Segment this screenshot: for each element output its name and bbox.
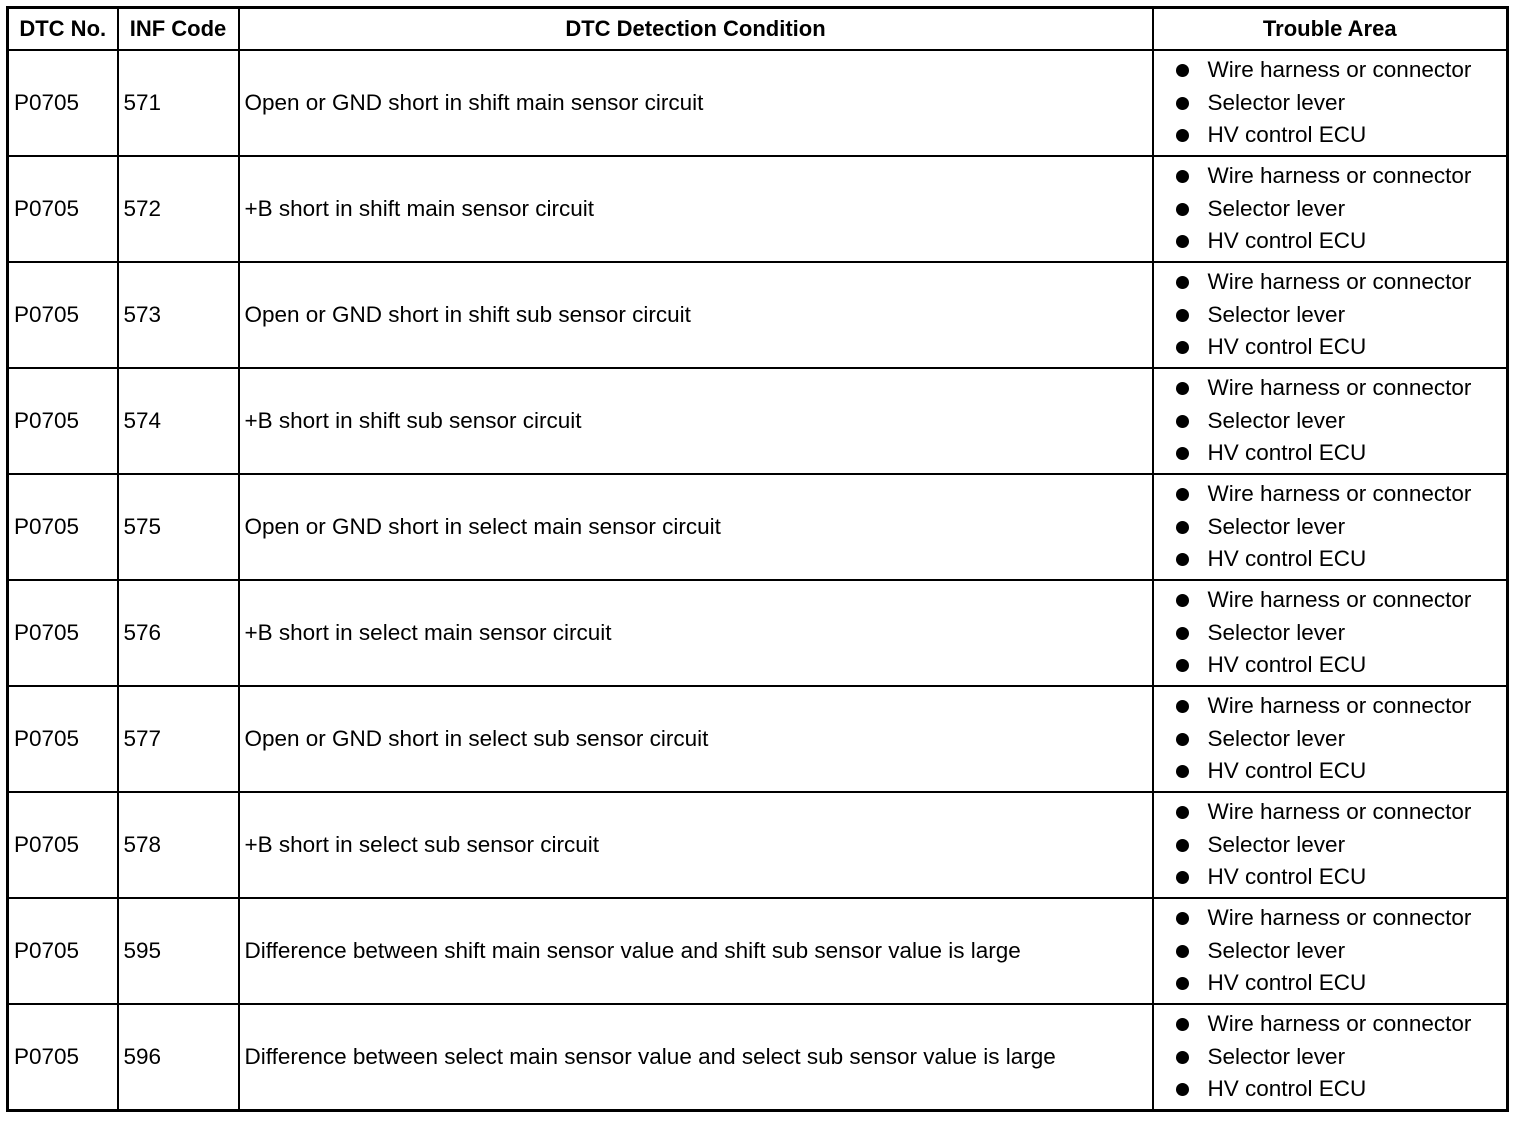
- trouble-area-list: [1176, 54, 1507, 152]
- inf-code-cell: 577: [118, 686, 239, 792]
- bullet-icon: [1176, 382, 1189, 395]
- detection-condition-cell: Difference between select main sensor value and select sub sensor value is large: [239, 1004, 1153, 1111]
- trouble-area-item: [1176, 437, 1507, 470]
- trouble-area-item: [1176, 755, 1507, 788]
- detection-condition-cell: Difference between shift main sensor value and shift sub sensor value is large: [239, 898, 1153, 1004]
- trouble-area-text: HV control ECU: [1207, 652, 1367, 678]
- dtc-number-cell: P0705: [8, 474, 118, 580]
- detection-condition-cell: Open or GND short in shift sub sensor circuit: [239, 262, 1153, 368]
- dtc-number-cell: P0705: [8, 156, 118, 262]
- dtc-number-cell: P0705: [8, 1004, 118, 1111]
- bullet-icon: [1176, 700, 1189, 713]
- detection-condition-cell: +B short in shift main sensor circuit: [239, 156, 1153, 262]
- dtc-number-cell: P0705: [8, 580, 118, 686]
- inf-code-cell: 573: [118, 262, 239, 368]
- trouble-area-item: [1176, 511, 1507, 544]
- header-detection-condition: DTC Detection Condition: [239, 8, 1153, 51]
- trouble-area-cell: [1153, 580, 1508, 686]
- trouble-area-text: Selector lever: [1207, 1043, 1346, 1069]
- bullet-icon: [1176, 977, 1189, 990]
- trouble-area-item: [1176, 617, 1507, 650]
- trouble-area-text: Wire harness or connector: [1207, 1011, 1472, 1037]
- trouble-area-text: HV control ECU: [1207, 864, 1367, 890]
- trouble-area-item: [1176, 1008, 1507, 1041]
- trouble-area-text: Selector lever: [1207, 619, 1346, 645]
- trouble-area-text: Selector lever: [1207, 89, 1346, 115]
- trouble-area-item: [1176, 54, 1507, 87]
- trouble-area-cell: [1153, 686, 1508, 792]
- trouble-area-text: Wire harness or connector: [1207, 375, 1472, 401]
- trouble-area-text: HV control ECU: [1207, 122, 1367, 148]
- table-row: [8, 898, 1508, 1004]
- trouble-area-item: [1176, 405, 1507, 438]
- inf-code-cell: 571: [118, 50, 239, 156]
- header-trouble-area: Trouble Area: [1153, 8, 1508, 51]
- trouble-area-list: [1176, 690, 1507, 788]
- table-row: [8, 474, 1508, 580]
- detection-condition-cell: +B short in select main sensor circuit: [239, 580, 1153, 686]
- bullet-icon: [1176, 1083, 1189, 1096]
- trouble-area-item: [1176, 299, 1507, 332]
- trouble-area-item: [1176, 331, 1507, 364]
- bullet-icon: [1176, 1051, 1189, 1064]
- trouble-area-cell: [1153, 262, 1508, 368]
- trouble-area-list: [1176, 372, 1507, 470]
- bullet-icon: [1176, 203, 1189, 216]
- table-header-row: [8, 8, 1508, 51]
- dtc-number-cell: P0705: [8, 792, 118, 898]
- trouble-area-cell: [1153, 156, 1508, 262]
- trouble-area-cell: [1153, 368, 1508, 474]
- trouble-area-text: Wire harness or connector: [1207, 905, 1472, 931]
- dtc-number-cell: P0705: [8, 686, 118, 792]
- trouble-area-list: [1176, 1008, 1507, 1106]
- detection-condition-cell: Open or GND short in select sub sensor circuit: [239, 686, 1153, 792]
- trouble-area-text: Wire harness or connector: [1207, 163, 1472, 189]
- header-dtc-no: DTC No.: [8, 8, 118, 51]
- bullet-icon: [1176, 839, 1189, 852]
- inf-code-cell: 578: [118, 792, 239, 898]
- trouble-area-item: [1176, 690, 1507, 723]
- trouble-area-cell: [1153, 1004, 1508, 1111]
- trouble-area-text: HV control ECU: [1207, 440, 1367, 466]
- bullet-icon: [1176, 871, 1189, 884]
- trouble-area-text: Selector lever: [1207, 195, 1346, 221]
- trouble-area-cell: [1153, 50, 1508, 156]
- dtc-number-cell: P0705: [8, 898, 118, 1004]
- trouble-area-item: [1176, 1073, 1507, 1106]
- trouble-area-item: [1176, 87, 1507, 120]
- trouble-area-cell: [1153, 898, 1508, 1004]
- trouble-area-list: [1176, 478, 1507, 576]
- inf-code-cell: 576: [118, 580, 239, 686]
- trouble-area-cell: [1153, 474, 1508, 580]
- trouble-area-text: Selector lever: [1207, 513, 1346, 539]
- bullet-icon: [1176, 733, 1189, 746]
- trouble-area-list: [1176, 902, 1507, 1000]
- table-row: [8, 50, 1508, 156]
- detection-condition-cell: +B short in shift sub sensor circuit: [239, 368, 1153, 474]
- bullet-icon: [1176, 309, 1189, 322]
- detection-condition-cell: Open or GND short in shift main sensor circuit: [239, 50, 1153, 156]
- trouble-area-item: [1176, 649, 1507, 682]
- trouble-area-text: Selector lever: [1207, 407, 1346, 433]
- bullet-icon: [1176, 447, 1189, 460]
- dtc-number-cell: P0705: [8, 50, 118, 156]
- trouble-area-list: [1176, 796, 1507, 894]
- trouble-area-item: [1176, 935, 1507, 968]
- trouble-area-text: HV control ECU: [1207, 1076, 1367, 1102]
- trouble-area-text: HV control ECU: [1207, 334, 1367, 360]
- bullet-icon: [1176, 170, 1189, 183]
- trouble-area-text: Selector lever: [1207, 831, 1346, 857]
- bullet-icon: [1176, 488, 1189, 501]
- bullet-icon: [1176, 521, 1189, 534]
- inf-code-cell: 574: [118, 368, 239, 474]
- bullet-icon: [1176, 594, 1189, 607]
- bullet-icon: [1176, 765, 1189, 778]
- trouble-area-text: HV control ECU: [1207, 228, 1367, 254]
- table-row: [8, 156, 1508, 262]
- trouble-area-item: [1176, 967, 1507, 1000]
- trouble-area-item: [1176, 478, 1507, 511]
- bullet-icon: [1176, 235, 1189, 248]
- bullet-icon: [1176, 97, 1189, 110]
- trouble-area-text: Wire harness or connector: [1207, 587, 1472, 613]
- inf-code-cell: 595: [118, 898, 239, 1004]
- bullet-icon: [1176, 912, 1189, 925]
- trouble-area-item: [1176, 902, 1507, 935]
- trouble-area-item: [1176, 796, 1507, 829]
- bullet-icon: [1176, 415, 1189, 428]
- bullet-icon: [1176, 129, 1189, 142]
- trouble-area-text: Wire harness or connector: [1207, 693, 1472, 719]
- trouble-area-item: [1176, 543, 1507, 576]
- header-inf-code: INF Code: [118, 8, 239, 51]
- trouble-area-text: Wire harness or connector: [1207, 269, 1472, 295]
- table-row: [8, 580, 1508, 686]
- trouble-area-text: Wire harness or connector: [1207, 481, 1472, 507]
- trouble-area-cell: [1153, 792, 1508, 898]
- table-row: [8, 368, 1508, 474]
- bullet-icon: [1176, 64, 1189, 77]
- dtc-table: [6, 6, 1509, 1112]
- trouble-area-text: Wire harness or connector: [1207, 799, 1472, 825]
- table-row: [8, 262, 1508, 368]
- table-row: [8, 792, 1508, 898]
- bullet-icon: [1176, 553, 1189, 566]
- bullet-icon: [1176, 806, 1189, 819]
- table-row: [8, 686, 1508, 792]
- inf-code-cell: 572: [118, 156, 239, 262]
- trouble-area-text: Selector lever: [1207, 937, 1346, 963]
- detection-condition-cell: Open or GND short in select main sensor circuit: [239, 474, 1153, 580]
- inf-code-cell: 575: [118, 474, 239, 580]
- trouble-area-list: [1176, 584, 1507, 682]
- trouble-area-item: [1176, 225, 1507, 258]
- trouble-area-list: [1176, 266, 1507, 364]
- bullet-icon: [1176, 659, 1189, 672]
- inf-code-cell: 596: [118, 1004, 239, 1111]
- trouble-area-item: [1176, 372, 1507, 405]
- trouble-area-text: Wire harness or connector: [1207, 57, 1472, 83]
- trouble-area-text: HV control ECU: [1207, 546, 1367, 572]
- dtc-number-cell: P0705: [8, 262, 118, 368]
- trouble-area-item: [1176, 160, 1507, 193]
- bullet-icon: [1176, 945, 1189, 958]
- trouble-area-text: HV control ECU: [1207, 758, 1367, 784]
- dtc-number-cell: P0705: [8, 368, 118, 474]
- trouble-area-text: Selector lever: [1207, 725, 1346, 751]
- trouble-area-text: Selector lever: [1207, 301, 1346, 327]
- bullet-icon: [1176, 1018, 1189, 1031]
- trouble-area-item: [1176, 119, 1507, 152]
- bullet-icon: [1176, 341, 1189, 354]
- bullet-icon: [1176, 627, 1189, 640]
- trouble-area-item: [1176, 193, 1507, 226]
- detection-condition-cell: +B short in select sub sensor circuit: [239, 792, 1153, 898]
- trouble-area-item: [1176, 1041, 1507, 1074]
- trouble-area-list: [1176, 160, 1507, 258]
- trouble-area-item: [1176, 861, 1507, 894]
- bullet-icon: [1176, 276, 1189, 289]
- table-body: [8, 50, 1508, 1111]
- trouble-area-item: [1176, 266, 1507, 299]
- trouble-area-item: [1176, 829, 1507, 862]
- trouble-area-item: [1176, 723, 1507, 756]
- trouble-area-text: HV control ECU: [1207, 970, 1367, 996]
- table-row: [8, 1004, 1508, 1111]
- trouble-area-item: [1176, 584, 1507, 617]
